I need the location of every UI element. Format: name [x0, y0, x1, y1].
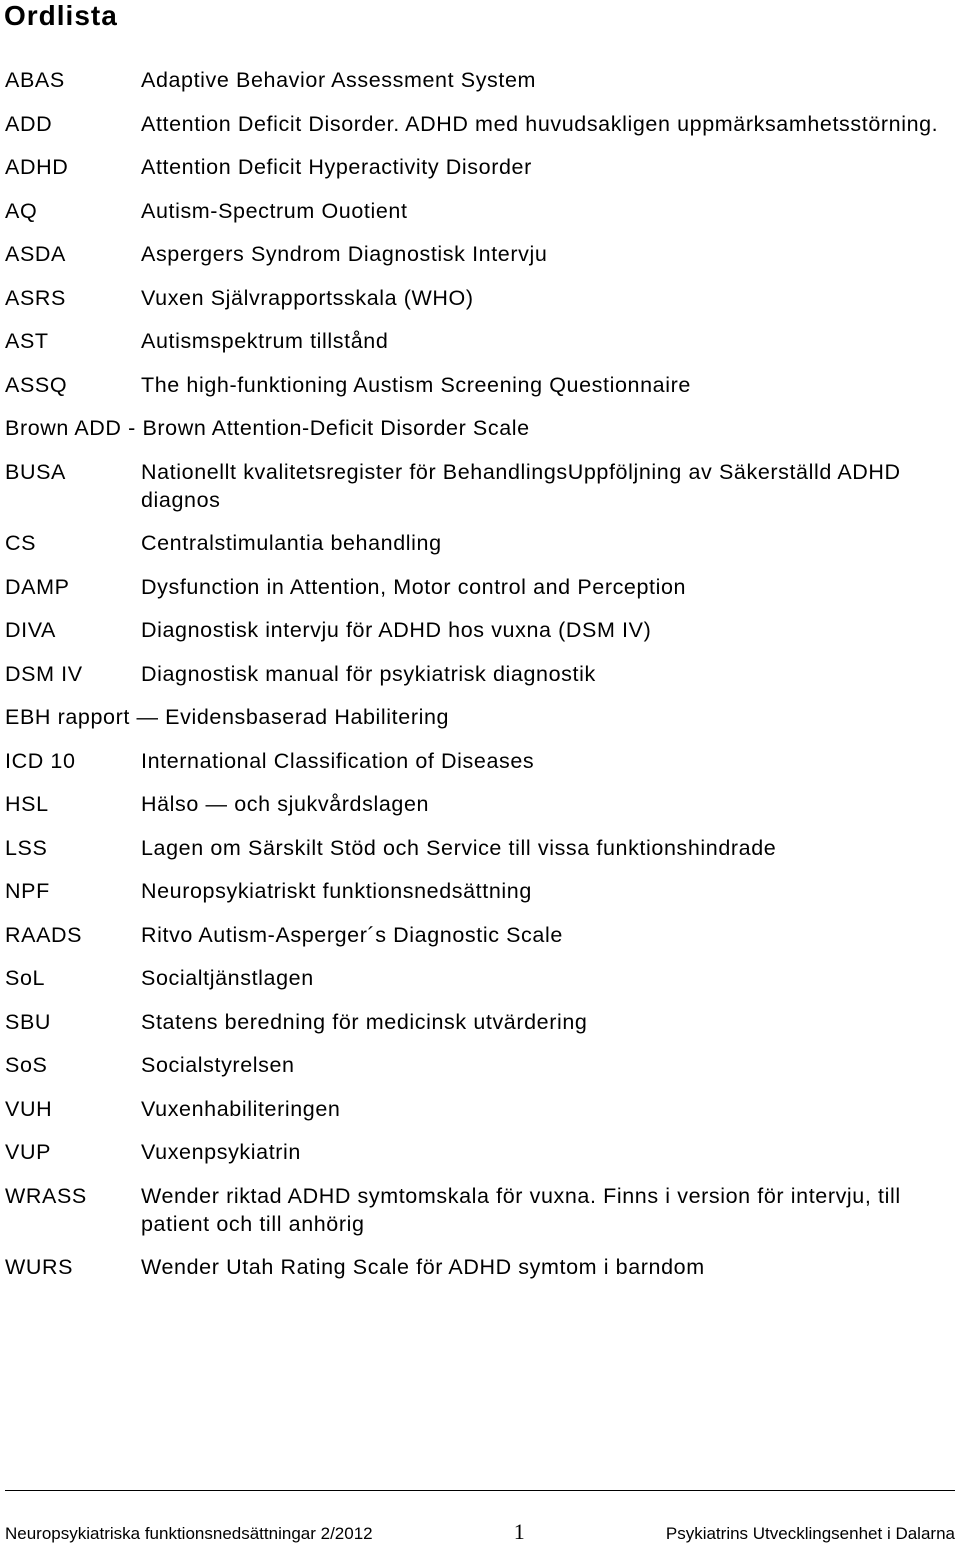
glossary-entry	[5, 1051, 955, 1079]
glossary-term: DAMP	[5, 574, 70, 599]
glossary-definition: Dysfunction in Attention, Motor control and Perception	[141, 574, 687, 599]
glossary-definition: Adaptive Behavior Assessment System	[141, 68, 537, 92]
glossary-term: ICD 10	[5, 748, 76, 773]
glossary-entry	[5, 66, 955, 94]
glossary-term: ADHD	[5, 155, 69, 179]
glossary-term: WURS	[5, 1255, 74, 1279]
glossary-definition: Vuxenhabiliteringen	[141, 1096, 341, 1121]
glossary-definition: Wender riktad ADHD symtomskala för vuxna. Finns i version för intervju, till patient och till anhörig	[141, 1183, 901, 1236]
glossary-definition: Neuropsykiatriskt funktionsnedsättning	[141, 879, 532, 903]
glossary-term: DSM IV	[5, 661, 83, 686]
glossary-term: WRASS	[5, 1183, 87, 1208]
glossary-term: ASRS	[5, 285, 66, 310]
glossary-definition: Autismspektrum tillstånd	[141, 329, 389, 353]
glossary-entry	[5, 747, 955, 775]
glossary-term: ADD	[5, 111, 53, 136]
glossary-term: LSS	[5, 835, 48, 860]
glossary-entry	[5, 1253, 955, 1281]
glossary-entry	[5, 529, 955, 557]
glossary-term: HSL	[5, 792, 49, 816]
glossary-term: RAADS	[5, 922, 83, 947]
glossary-entry	[5, 616, 955, 644]
glossary-definition: - Brown Attention-Deficit Disorder Scale	[128, 416, 530, 440]
glossary-entry	[5, 1095, 955, 1123]
glossary-term: AQ	[5, 198, 38, 223]
glossary-term: ABAS	[5, 68, 65, 92]
glossary-entry	[5, 703, 955, 731]
glossary-term: ASDA	[5, 242, 66, 266]
footer-publication: Neuropsykiatriska funktionsnedsättningar 2/2012	[5, 1524, 373, 1543]
glossary-definition: Centralstimulantia behandling	[141, 531, 442, 555]
glossary-term: SoS	[5, 1053, 48, 1077]
glossary-term: SoL	[5, 966, 46, 990]
glossary-definition: Diagnostisk manual för psykiatrisk diagnostik	[141, 661, 596, 686]
glossary-definition: Attention Deficit Hyperactivity Disorder	[141, 155, 532, 179]
glossary-definition: The high-funktioning Austism Screening Questionnaire	[141, 372, 691, 397]
glossary-definition: Nationellt kvalitetsregister för BehandlingsUppföljning av Säkerställd ADHD diagnos	[141, 459, 901, 512]
glossary-term: NPF	[5, 879, 50, 903]
glossary-entry	[5, 153, 955, 181]
glossary-definition: — Evidensbaserad Habilitering	[136, 705, 450, 729]
glossary-definition: Diagnostisk intervju för ADHD hos vuxna (DSM IV)	[141, 618, 652, 642]
glossary-entry	[5, 790, 955, 818]
page-number: 1	[513, 1519, 525, 1544]
glossary-entry	[5, 921, 955, 949]
footer-organization: Psykiatrins Utvecklingsenhet i Dalarna	[665, 1524, 955, 1543]
glossary-definition: Vuxenpsykiatrin	[141, 1140, 301, 1164]
glossary-entry	[5, 1138, 955, 1166]
glossary-definition: Autism-Spectrum Ouotient	[141, 198, 408, 223]
glossary-entry	[5, 197, 955, 225]
page-title: Ordlista	[4, 0, 118, 31]
glossary-list	[5, 66, 955, 1297]
glossary-term: Brown ADD	[5, 416, 122, 440]
glossary-entry	[5, 414, 955, 442]
glossary-term: ASSQ	[5, 372, 68, 397]
glossary-definition: Lagen om Särskilt Stöd och Service till vissa funktionshindrade	[141, 835, 777, 860]
glossary-term: VUH	[5, 1096, 53, 1121]
glossary-entry	[5, 1008, 955, 1036]
glossary-definition: Socialstyrelsen	[141, 1053, 295, 1077]
glossary-entry	[5, 110, 955, 138]
glossary-definition: Aspergers Syndrom Diagnostisk Intervju	[141, 242, 548, 266]
glossary-entry	[5, 834, 955, 862]
glossary-definition: Ritvo Autism-Asperger´s Diagnostic Scale	[141, 922, 563, 947]
glossary-entry	[5, 327, 955, 355]
glossary-term: AST	[5, 329, 49, 353]
glossary-entry	[5, 1182, 955, 1238]
glossary-entry	[5, 660, 955, 688]
glossary-entry	[5, 877, 955, 905]
glossary-entry	[5, 458, 955, 514]
page-footer	[5, 1519, 955, 1545]
glossary-definition: Vuxen Självrapportsskala (WHO)	[141, 285, 474, 310]
glossary-term: EBH rapport	[5, 705, 130, 729]
glossary-definition: Hälso — och sjukvårdslagen	[141, 792, 430, 816]
glossary-definition: Statens beredning för medicinsk utvärdering	[141, 1009, 588, 1034]
glossary-definition: Attention Deficit Disorder. ADHD med huvudsakligen uppmärksamhetsstörning.	[141, 111, 939, 136]
glossary-term: VUP	[5, 1140, 52, 1164]
glossary-entry	[5, 284, 955, 312]
glossary-entry	[5, 964, 955, 992]
glossary-term: CS	[5, 531, 37, 555]
glossary-entry	[5, 573, 955, 601]
glossary-term: SBU	[5, 1009, 52, 1034]
glossary-term: BUSA	[5, 459, 66, 484]
glossary-term: DIVA	[5, 618, 56, 642]
glossary-entry	[5, 371, 955, 399]
glossary-definition: Socialtjänstlagen	[141, 966, 314, 990]
glossary-definition: Wender Utah Rating Scale för ADHD symtom i barndom	[141, 1255, 705, 1279]
glossary-definition: International Classification of Diseases	[141, 748, 535, 773]
glossary-entry	[5, 240, 955, 268]
footer-divider	[5, 1490, 955, 1491]
